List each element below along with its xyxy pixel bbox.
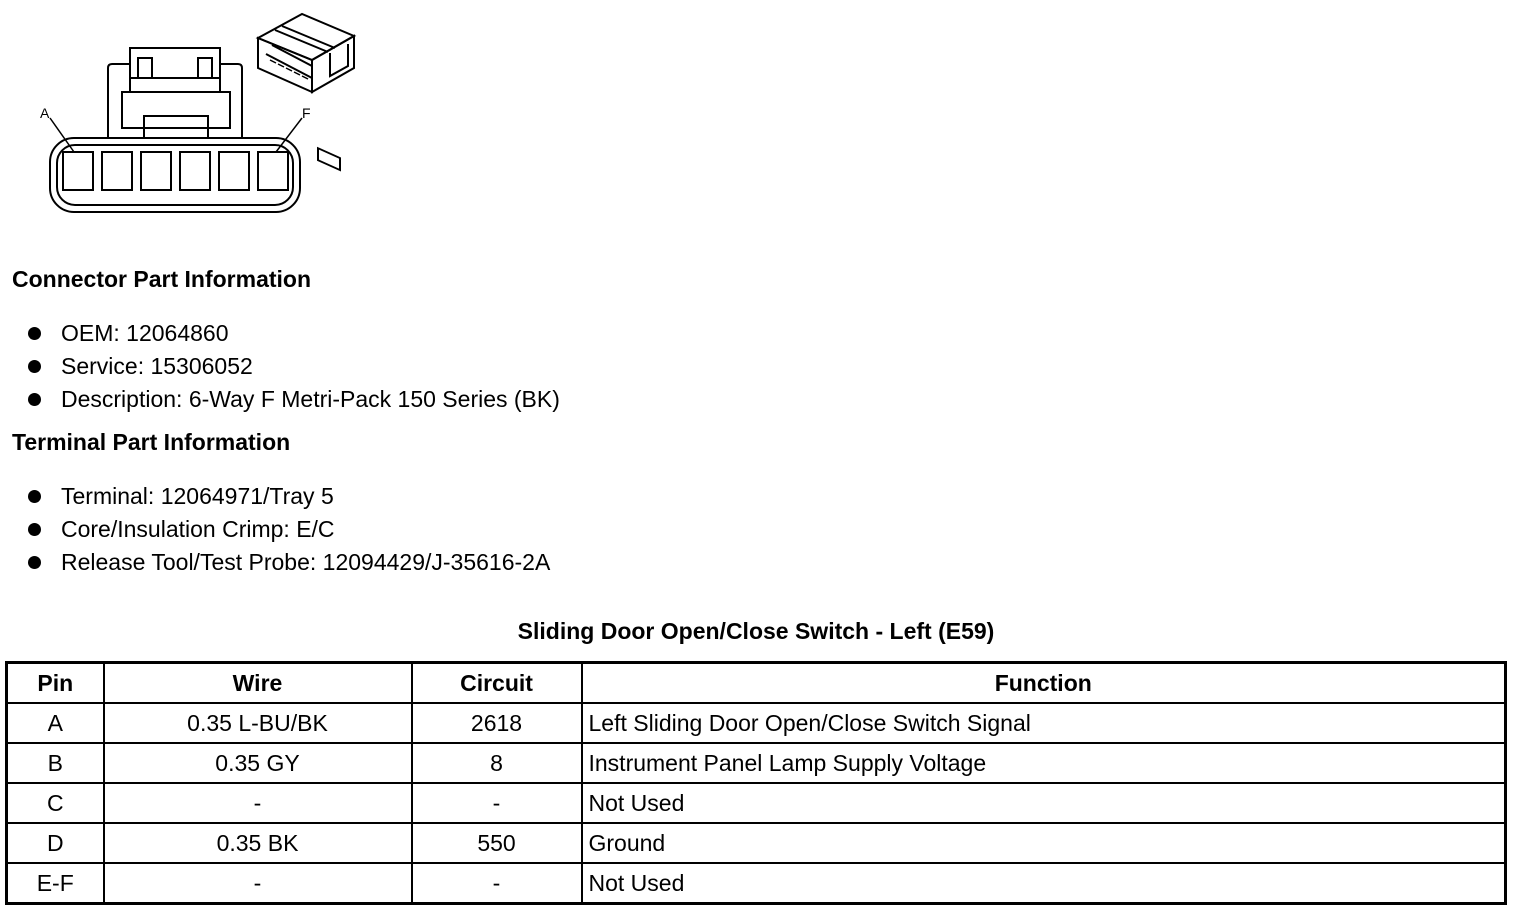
list-item: OEM: 12064860 bbox=[28, 317, 560, 350]
cell-wire: - bbox=[104, 863, 412, 904]
bullet-icon bbox=[28, 556, 41, 569]
cell-circuit: 8 bbox=[412, 743, 582, 783]
list-item: Terminal: 12064971/Tray 5 bbox=[28, 480, 550, 513]
cell-wire: 0.35 BK bbox=[104, 823, 412, 863]
cell-circuit: - bbox=[412, 863, 582, 904]
cell-pin: A bbox=[7, 703, 104, 743]
cell-wire: 0.35 GY bbox=[104, 743, 412, 783]
bullet-icon bbox=[28, 327, 41, 340]
cell-circuit: 2618 bbox=[412, 703, 582, 743]
bullet-icon bbox=[28, 490, 41, 503]
terminal-part-info-list bbox=[28, 480, 550, 579]
cell-wire: 0.35 L-BU/BK bbox=[104, 703, 412, 743]
cell-function: Not Used bbox=[582, 863, 1506, 904]
bullet-icon bbox=[28, 523, 41, 536]
table-row bbox=[7, 823, 1506, 863]
pin-label-f: F bbox=[302, 105, 311, 121]
cell-wire: - bbox=[104, 783, 412, 823]
terminal-part-info-heading: Terminal Part Information bbox=[12, 429, 291, 455]
cell-function: Left Sliding Door Open/Close Switch Signal bbox=[582, 703, 1506, 743]
bullet-icon bbox=[28, 393, 41, 406]
table-row bbox=[7, 783, 1506, 823]
table-title: Sliding Door Open/Close Switch - Left (E59) bbox=[517, 618, 995, 644]
cell-function: Ground bbox=[582, 823, 1506, 863]
table-header-row bbox=[7, 663, 1506, 704]
header-circuit: Circuit bbox=[412, 663, 582, 704]
connector-part-info-heading: Connector Part Information bbox=[12, 266, 312, 292]
connector-diagram bbox=[30, 8, 370, 223]
header-function: Function bbox=[582, 663, 1506, 704]
list-item: Release Tool/Test Probe: 12094429/J-35616-2A bbox=[28, 546, 550, 579]
bullet-icon bbox=[28, 360, 41, 373]
cell-pin: E-F bbox=[7, 863, 104, 904]
list-item: Description: 6-Way F Metri-Pack 150 Series (BK) bbox=[28, 383, 560, 416]
pin-label-a: A bbox=[40, 105, 50, 121]
cell-function: Not Used bbox=[582, 783, 1506, 823]
cell-circuit: - bbox=[412, 783, 582, 823]
cell-pin: D bbox=[7, 823, 104, 863]
cell-function: Instrument Panel Lamp Supply Voltage bbox=[582, 743, 1506, 783]
table-row bbox=[7, 743, 1506, 783]
cell-pin: B bbox=[7, 743, 104, 783]
list-item: Core/Insulation Crimp: E/C bbox=[28, 513, 550, 546]
header-pin: Pin bbox=[7, 663, 104, 704]
cell-pin: C bbox=[7, 783, 104, 823]
connector-front-view bbox=[50, 48, 302, 212]
table-row bbox=[7, 863, 1506, 904]
pin-table bbox=[5, 661, 1507, 905]
header-wire: Wire bbox=[104, 663, 412, 704]
cell-circuit: 550 bbox=[412, 823, 582, 863]
connector-part-info-list bbox=[28, 317, 560, 416]
table-row bbox=[7, 703, 1506, 743]
list-item: Service: 15306052 bbox=[28, 350, 560, 383]
connector-isometric-view bbox=[258, 14, 354, 170]
